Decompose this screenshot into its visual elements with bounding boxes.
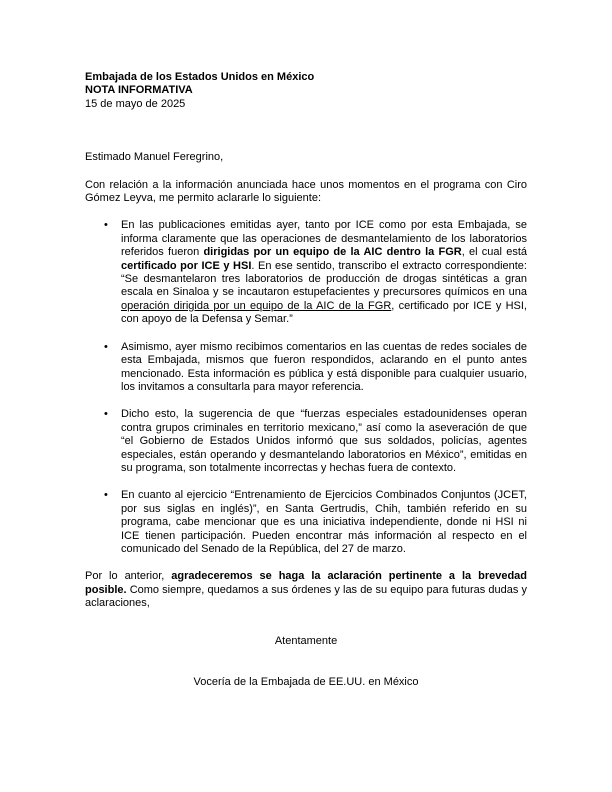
intro-paragraph: Con relación a la información anunciada hace unos momentos en el programa con Ciro Gómez Leyva, me permito aclararle lo siguiente: — [85, 178, 527, 205]
bullet-item-2: • Asimismo, ayer mismo recibimos comentarios en las cuentas de redes sociales de esta Embajada, mismos que fueron respondidos, aclarando en el punto antes mencionado. Esta información es pública y está disponible para cualquier usuario, los invitamos a consultarla para mayor referencia. — [121, 341, 527, 395]
letter-body — [85, 71, 527, 689]
letter-date: 15 de mayo de 2025 — [85, 97, 186, 110]
bullet-list — [85, 219, 527, 556]
bullet-item-1: • En las publicaciones emitidas ayer, tanto por ICE como por esta Embajada, se informa claramente que las operaciones de desmantelamiento de los laboratorios referidos fueron dirigidas por un equipo de la AIC dentro la FGR, el cual está certificado por ICE y HSI. En ese sentido, transcribo el extracto correspondiente: “Se desmantelaron tres laboratorios de producción de drogas sintéticas a gran escala en Sinaloa y se incautaron estupefacientes y precursores químicos en una operación dirigida por un equipo de la AIC de la FGR, certificado por ICE y HSI, con apoyo de la Defensa y Semar.” — [121, 219, 527, 326]
salutation: Estimado Manuel Feregrino, — [85, 151, 224, 164]
letter-header — [85, 71, 527, 111]
document-type: NOTA INFORMATIVA — [85, 84, 193, 97]
closing-paragraph: Por lo anterior, agradeceremos se haga la aclaración pertinente a la brevedad posible. Como siempre, quedamos a sus órdenes y las de su equipo para futuras dudas y aclaraciones, — [85, 570, 528, 610]
bullet-item-4: • En cuanto al ejercicio “Entrenamiento de Ejercicios Combinados Conjuntos (JCET, por sus siglas en inglés)”, en Santa Gertrudis, Chih, también referido en su programa, cabe mencionar que es una iniciativa independiente, donde ni HSI ni ICE tienen participación. Pueden encontrar más información al respecto en el comunicado del Senado de la República, del 27 de marzo. — [121, 489, 527, 556]
sender-organization: Embajada de los Estados Unidos en México — [85, 71, 315, 83]
signature-line: Vocería de la Embajada de EE.UU. en México — [193, 676, 419, 688]
signoff: Atentamente — [274, 634, 338, 647]
bullet-item-3: • Dicho esto, la sugerencia de que “fuerzas especiales estadounidenses operan contra grupos criminales en territorio mexicano,” así como la aseveración de que “el Gobierno de Estados Unidos informó que sus soldados, policías, agentes especiales, están operando y desmantelando laboratorios en México”, emitidas en su programa, son totalmente incorrectas y hechas fuera de contexto. — [121, 408, 527, 475]
